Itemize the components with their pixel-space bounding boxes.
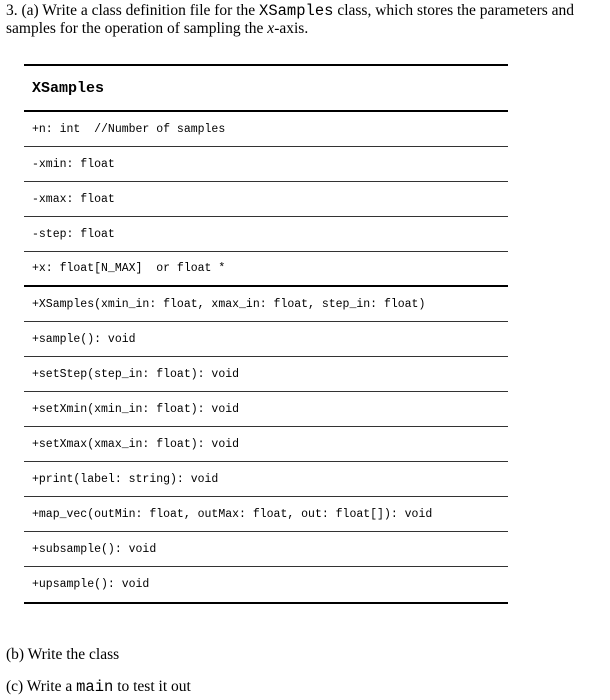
attribute-row: -step: float xyxy=(24,217,508,252)
class-name-inline: XSamples xyxy=(259,2,334,20)
part-c-after: to test it out xyxy=(113,678,191,695)
question-line2-before: samples for the operation of sampling the xyxy=(6,20,268,37)
method-row: +XSamples(xmin_in: float, xmax_in: float, step_in: float) xyxy=(24,287,508,322)
uml-class-diagram xyxy=(24,64,508,604)
attribute-row: +n: int //Number of samples xyxy=(24,112,508,147)
part-b-text: (b) Write the class xyxy=(6,646,120,663)
part-c-before: (c) Write a xyxy=(6,678,77,695)
method-row: +map_vec(outMin: float, outMax: float, out: float[]): void xyxy=(24,497,508,532)
attribute-row: -xmax: float xyxy=(24,182,508,217)
question-suffix: class, which stores the parameters and xyxy=(333,2,575,19)
attribute-row: +x: float[N_MAX] or float * xyxy=(24,252,508,287)
question-text xyxy=(6,2,606,38)
method-row: +sample(): void xyxy=(24,322,508,357)
uml-class-name: XSamples xyxy=(24,66,508,112)
method-row: +print(label: string): void xyxy=(24,462,508,497)
attribute-row: -xmin: float xyxy=(24,147,508,182)
method-row: +setXmax(xmax_in: float): void xyxy=(24,427,508,462)
axis-variable: x xyxy=(267,20,275,37)
part-c-code: main xyxy=(76,678,114,696)
method-row: +upsample(): void xyxy=(32,578,150,591)
method-row: +setXmin(xmin_in: float): void xyxy=(24,392,508,427)
question-prefix: 3. (a) Write a class definition file for the xyxy=(6,2,260,19)
question-line2-after: -axis. xyxy=(274,20,309,37)
part-c-text xyxy=(6,678,191,696)
method-row: +setStep(step_in: float): void xyxy=(24,357,508,392)
method-row: +subsample(): void xyxy=(24,532,508,567)
